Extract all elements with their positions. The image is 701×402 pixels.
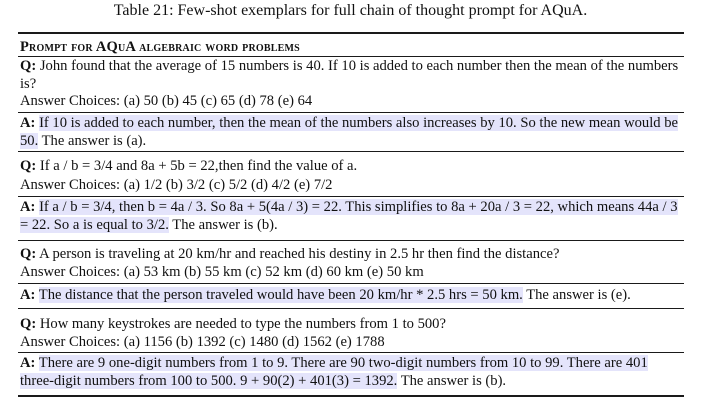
answer-block (20, 354, 684, 390)
question-label: Q: (20, 58, 37, 74)
divider (18, 151, 684, 152)
answer-label: A: (20, 355, 36, 371)
answer-conclusion: The answer is (e). (526, 287, 631, 303)
top-rule (18, 32, 684, 34)
answer-block (20, 114, 684, 150)
highlighted-reasoning: The distance that the person traveled would have been 20 km/hr * 2.5 hrs = 50 km. (38, 287, 523, 303)
question-text: How many keystrokes are needed to type the numbers from 1 to 500? (39, 316, 446, 332)
question-text: A person is traveling at 20 km/hr and reached his destiny in 2.5 hr then find the distance? (39, 246, 560, 262)
answer-choices: Answer Choices: (a) 50 (b) 45 (c) 65 (d) 78 (e) 64 (20, 93, 313, 109)
question-label: Q: (20, 246, 37, 262)
question-block (20, 57, 684, 93)
highlighted-reasoning: If 10 is added to each number, then the mean of the numbers also increases by 10. So the new mean would be 50. (20, 115, 678, 149)
answer-conclusion: The answer is (a). (41, 133, 147, 149)
question-block (20, 157, 684, 175)
question-text: If a / b = 3/4 and 8a + 5b = 22,then find the value of a. (39, 158, 358, 174)
answer-conclusion: The answer is (b). (400, 373, 507, 389)
answer-label: A: (20, 199, 36, 215)
answer-label: A: (20, 287, 36, 303)
divider (18, 112, 684, 113)
table-caption: Table 21: Few-shot exemplars for full chain of thought prompt for AQuA. (113, 2, 588, 19)
answer-conclusion: The answer is (b). (172, 217, 278, 233)
answer-choices: Answer Choices: (a) 1156 (b) 1392 (c) 1480 (d) 1562 (e) 1788 (20, 334, 385, 350)
question-block (20, 245, 684, 263)
answer-choices: Answer Choices: (a) 53 km (b) 55 km (c) 52 km (d) 60 km (e) 50 km (20, 264, 424, 280)
question-label: Q: (20, 158, 37, 174)
answer-block (20, 286, 684, 304)
divider (18, 240, 684, 241)
highlighted-reasoning: There are 9 one-digit numbers from 1 to 9. There are 90 two-digit numbers from 10 to 99. There are 401 three-digit numbers from 100 to 500. 9 + 90(2) + 401(3) = 1392. (20, 355, 648, 389)
question-block (20, 315, 684, 333)
highlighted-reasoning: If a / b = 3/4, then b = 4a / 3. So 8a + 5(4a / 3) = 22. This simplifies to 8a + 20a / 3 = 22, which means 44a / 3 = 22. So a is equal to 3/2. (20, 199, 678, 233)
bottom-rule (18, 395, 684, 397)
divider (18, 283, 684, 284)
answer-block (20, 198, 684, 234)
question-label: Q: (20, 316, 37, 332)
question-text: John found that the average of 15 numbers is 40. If 10 is added to each number then the mean of the numbers is? (20, 58, 679, 92)
divider (18, 308, 684, 309)
answer-label: A: (20, 115, 36, 131)
answer-choices: Answer Choices: (a) 1/2 (b) 3/2 (c) 5/2 (d) 4/2 (e) 7/2 (20, 177, 333, 193)
divider (18, 352, 684, 353)
prompt-header: Prompt for AQuA algebraic word problems (20, 39, 300, 55)
divider (18, 196, 684, 197)
